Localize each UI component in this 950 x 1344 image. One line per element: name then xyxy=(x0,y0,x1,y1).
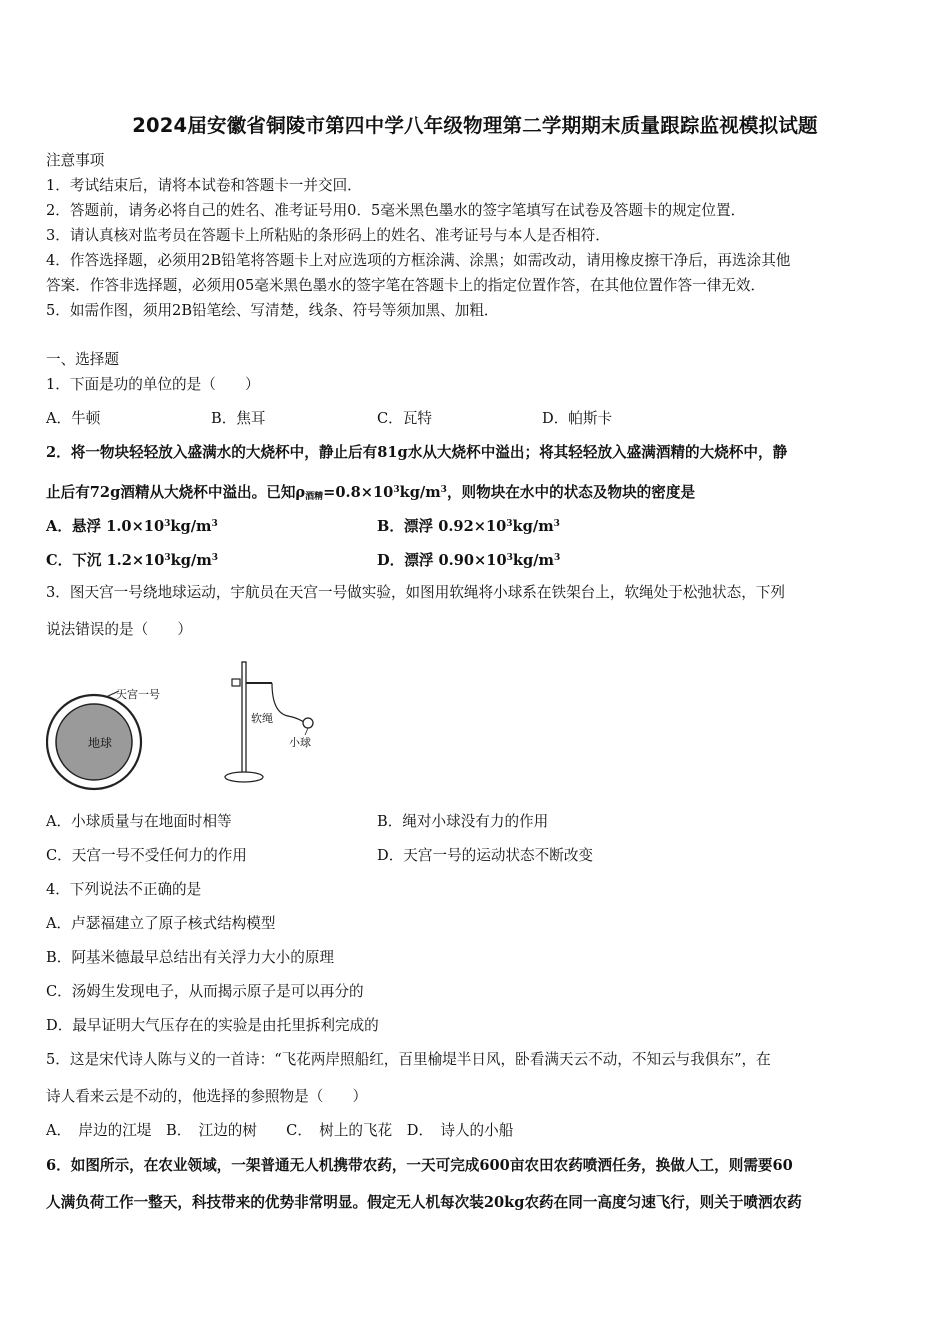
note-item: 2．答题前，请务必将自己的姓名、准考证号用0．5毫米黑色墨水的签字笔填写在试卷及答题卡的规定位置． xyxy=(46,202,746,219)
note-item: 3．请认真核对监考员在答题卡上所粘贴的条形码上的姓名、准考证号与本人是否相符． xyxy=(46,227,610,244)
question-3-line-2: 说法错误的是（ ） xyxy=(46,621,192,638)
question-6-line-1: 6．如图所示，在农业领域，一架普通无人机携带农药，一天可完成600亩农田农药喷洒任务，换做人工，则需要60 xyxy=(46,1157,793,1174)
question-5-line-1: 5．这是宋代诗人陈与义的一首诗：“飞花两岸照船红，百里榆堤半日风，卧看满天云不动，不知云与我俱东”，在 xyxy=(46,1051,771,1068)
ball-pointer xyxy=(305,728,308,735)
q2-option-a: A．悬浮 $1.0\times 10^3kg/m^3$ xyxy=(46,518,218,535)
q1-option-a: A．牛顿 xyxy=(46,410,101,427)
q2-option-b: B．漂浮 $0.92\times 10^3kg/m^3$ xyxy=(377,518,560,535)
tiangong-label: 天宫一号 xyxy=(116,688,160,701)
stand-clamp xyxy=(232,679,240,686)
stand-rod xyxy=(242,662,246,776)
note-item: 1．考试结束后，请将本试卷和答题卡一并交回． xyxy=(46,177,362,194)
q3-option-d: D．天宫一号的运动状态不断改变 xyxy=(377,847,594,864)
q4-option-d: D．最早证明大气压存在的实验是由托里拆利完成的 xyxy=(46,1017,379,1034)
q3-figure xyxy=(46,656,346,802)
question-5-line-2: 诗人看来云是不动的，他选择的参照物是（ ） xyxy=(46,1088,368,1105)
page-title: 2024届安徽省铜陵市第四中学八年级物理第二学期期末质量跟踪监视模拟试题 xyxy=(132,114,818,137)
notes-heading: 注意事项 xyxy=(46,152,105,169)
question-3-line-1: 3．图天宫一号绕地球运动，宇航员在天宫一号做实验，如图用软绳将小球系在铁架台上，软绳处于松弛状态，下列 xyxy=(46,584,785,601)
q3-option-a: A．小球质量与在地面时相等 xyxy=(46,813,232,830)
note-item: 答案．作答非选择题，必须用05毫米黑色墨水的签字笔在答题卡上的指定位置作答，在其他位置作答一律无效． xyxy=(46,277,766,294)
q4-option-b: B．阿基米德最早总结出有关浮力大小的原理 xyxy=(46,949,335,966)
q2-option-d: D．漂浮 $0.90\times 10^3kg/m^3$ xyxy=(377,552,561,569)
ball-label: 小球 xyxy=(289,736,311,749)
q2-option-c: C．下沉 $1.2\times 10^3kg/m^3$ xyxy=(46,552,219,569)
question-6-line-2: 人满负荷工作一整天，科技带来的优势非常明显。假定无人机每次装20kg农药在同一高度匀速飞行，则关于喷洒农药 xyxy=(46,1194,802,1211)
q1-option-d: D．帕斯卡 xyxy=(542,410,613,427)
earth-label: 地球 xyxy=(88,736,113,750)
note-item: 5．如需作图，须用2B铅笔绘、写清楚，线条、符号等须加黑、加粗． xyxy=(46,302,499,319)
note-item: 4．作答选择题，必须用2B铅笔将答题卡上对应选项的方框涂满、涂黑；如需改动，请用橡皮擦干净后，再选涂其他 xyxy=(46,252,791,269)
question-2-line-1: 2．将一物块轻轻放入盛满水的大烧杯中，静止后有81g水从大烧杯中溢出；将其轻轻放入盛满酒精的大烧杯中，静 xyxy=(46,444,788,461)
q1-option-c: C．瓦特 xyxy=(377,410,432,427)
section-heading: 一、选择题 xyxy=(46,351,119,368)
question-4-stem: 4．下列说法不正确的是 xyxy=(46,881,202,898)
question-2-line-2: 止后有72g酒精从大烧杯中溢出。已知$\rho_{酒精}=0.8\times 10^3kg/m^3$，则物块在水中的状态及物块的密度是 xyxy=(46,484,696,502)
question-1-stem: 1．下面是功的单位的是（ ） xyxy=(46,376,260,393)
q1-option-b: B．焦耳 xyxy=(211,410,266,427)
q5-options: A． 岸边的江堤 B． 江边的树 C． 树上的飞花 D． 诗人的小船 xyxy=(46,1122,514,1139)
rope-label: 软绳 xyxy=(251,712,273,725)
q3-option-c: C．天宫一号不受任何力的作用 xyxy=(46,847,247,864)
small-ball xyxy=(303,718,313,728)
q4-option-c: C．汤姆生发现电子，从而揭示原子是可以再分的 xyxy=(46,983,364,1000)
soft-rope xyxy=(272,683,304,722)
stand-base xyxy=(225,772,263,782)
q4-option-a: A．卢瑟福建立了原子核式结构模型 xyxy=(46,915,276,932)
q3-option-b: B．绳对小球没有力的作用 xyxy=(377,813,549,830)
